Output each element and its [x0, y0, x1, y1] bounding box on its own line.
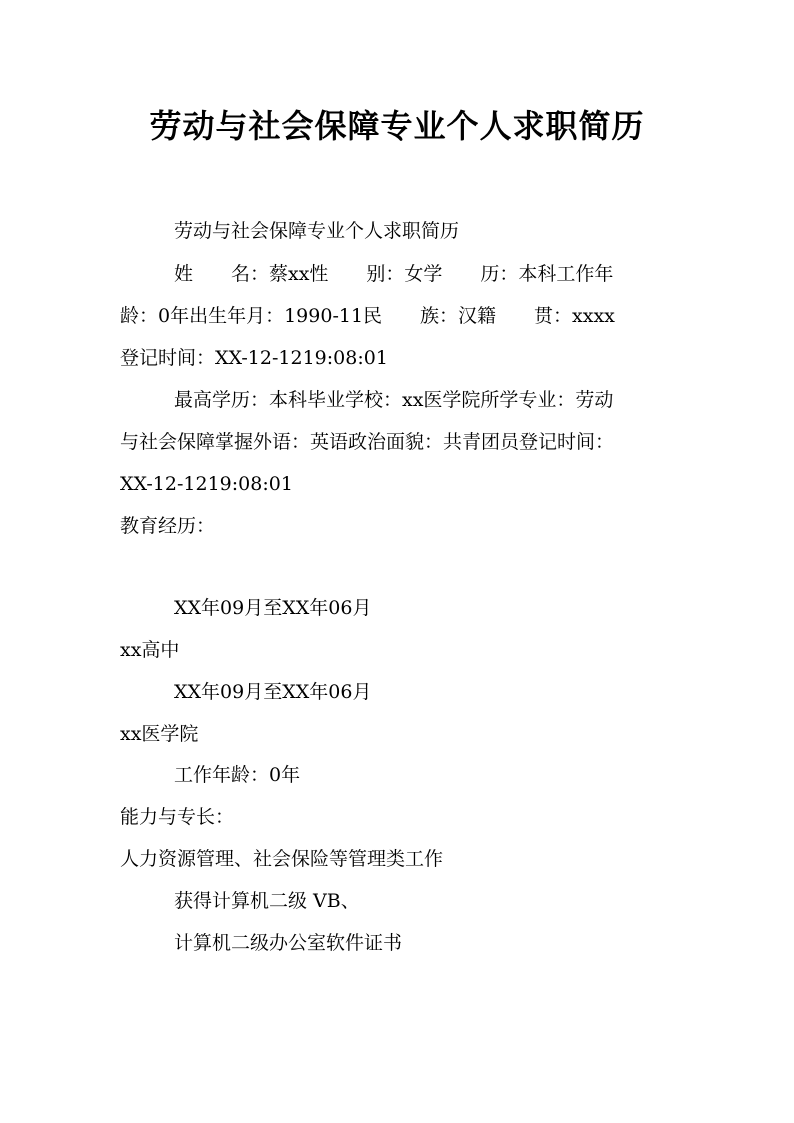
certificate-line-2: 计算机二级办公室软件证书: [174, 932, 403, 954]
basic-info-line-2: 龄：0年出生年月：1990-11民 族：汉籍 贯：xxxx: [120, 305, 615, 327]
education-heading: 教育经历：: [120, 515, 216, 537]
education-period-2: XX年09月至XX年06月: [174, 681, 372, 703]
work-years-line: 工作年龄：0年: [174, 764, 301, 786]
education-school-2: xx医学院: [120, 723, 199, 745]
basic-info-line-3: 登记时间：XX-12-1219:08:01: [120, 347, 388, 369]
certificate-line-1: 获得计算机二级 VB、: [174, 890, 360, 912]
subtitle-line: 劳动与社会保障专业个人求职简历: [174, 220, 460, 242]
education-info-line-1: 最高学历：本科毕业学校：xx医学院所学专业：劳动: [174, 389, 614, 411]
education-info-line-3: XX-12-1219:08:01: [120, 473, 293, 495]
skills-line-1: 人力资源管理、社会保险等管理类工作: [120, 848, 444, 870]
education-period-1: XX年09月至XX年06月: [174, 597, 372, 619]
education-info-line-2: 与社会保障掌握外语：英语政治面貌：共青团员登记时间：: [120, 431, 615, 453]
page-title: 劳动与社会保障专业个人求职简历: [149, 107, 645, 145]
skills-heading: 能力与专长：: [120, 806, 235, 828]
basic-info-line-1: 姓 名：蔡xx性 别：女学 历：本科工作年: [174, 263, 614, 285]
education-school-1: xx高中: [120, 639, 180, 661]
